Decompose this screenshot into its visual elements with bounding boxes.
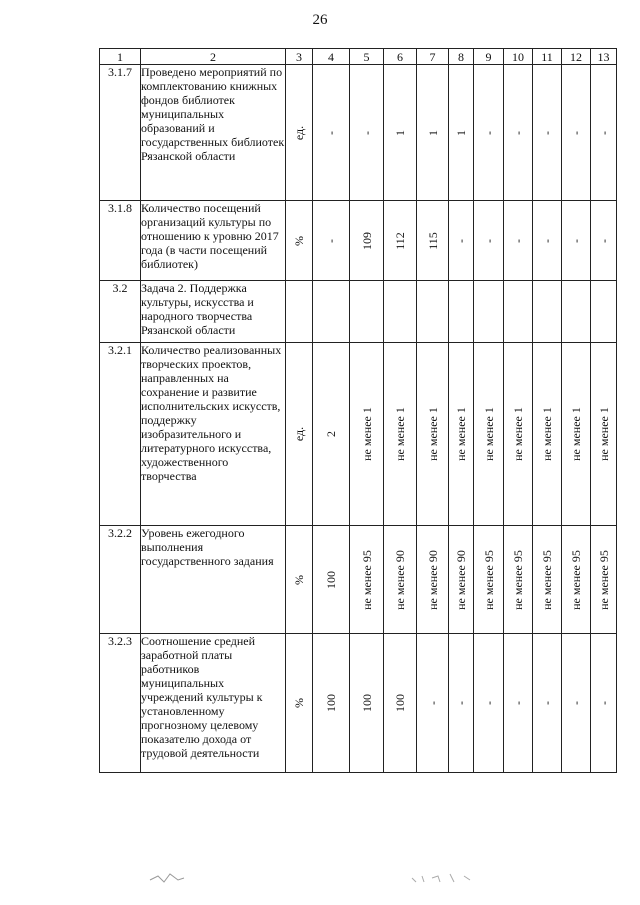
row-code: 3.2: [100, 281, 141, 343]
column-number: 4: [313, 49, 350, 65]
row-code: 3.2.3: [100, 634, 141, 773]
value-cell: не менее 90: [384, 526, 417, 634]
value-cell: не менее 90: [417, 526, 449, 634]
value-cell: 100: [313, 634, 350, 773]
scan-smudge-right: [410, 868, 480, 888]
value-cell: не менее 90: [449, 526, 474, 634]
value-cell: -: [449, 634, 474, 773]
row-description: Соотношение средней заработной платы работников муниципальных учреждений культуры к установленному прогнозному целевому показателю дохода от трудовой деятельности: [141, 634, 286, 773]
value-cell: [449, 281, 474, 343]
value-cell: [384, 281, 417, 343]
row-description: Уровень ежегодного выполнения государственного задания: [141, 526, 286, 634]
column-number: 1: [100, 49, 141, 65]
value-cell: не менее 95: [562, 526, 591, 634]
column-number: 6: [384, 49, 417, 65]
value-cell: не менее 1: [350, 343, 384, 526]
column-number: 13: [591, 49, 617, 65]
value-cell: -: [449, 201, 474, 281]
value-cell: не менее 1: [533, 343, 562, 526]
value-cell: 2: [313, 343, 350, 526]
value-cell: 1: [417, 65, 449, 201]
column-number: 7: [417, 49, 449, 65]
row-description: Количество посещений организаций культуры по отношению к уровню 2017 года (в части посещений библиотек): [141, 201, 286, 281]
unit-cell: [286, 281, 313, 343]
table-row: [100, 65, 617, 201]
value-cell: [591, 281, 617, 343]
unit-cell: ед.: [286, 65, 313, 201]
value-cell: -: [562, 634, 591, 773]
unit-cell: %: [286, 526, 313, 634]
value-cell: -: [313, 201, 350, 281]
value-cell: -: [417, 634, 449, 773]
value-cell: не менее 1: [562, 343, 591, 526]
value-cell: -: [562, 201, 591, 281]
value-cell: не менее 95: [533, 526, 562, 634]
value-cell: не менее 95: [350, 526, 384, 634]
column-number: 8: [449, 49, 474, 65]
value-cell: не менее 1: [449, 343, 474, 526]
value-cell: [313, 281, 350, 343]
value-cell: -: [533, 634, 562, 773]
value-cell: не менее 1: [474, 343, 504, 526]
value-cell: не менее 1: [591, 343, 617, 526]
unit-cell: %: [286, 201, 313, 281]
indicators-table: [99, 48, 617, 773]
value-cell: -: [350, 65, 384, 201]
value-cell: не менее 95: [504, 526, 533, 634]
table-row: [100, 634, 617, 773]
value-cell: [533, 281, 562, 343]
value-cell: не менее 1: [384, 343, 417, 526]
row-code: 3.2.2: [100, 526, 141, 634]
column-number: 2: [141, 49, 286, 65]
table-row: [100, 201, 617, 281]
value-cell: [474, 281, 504, 343]
column-number-row: [100, 49, 617, 65]
value-cell: 115: [417, 201, 449, 281]
value-cell: 100: [350, 634, 384, 773]
value-cell: -: [504, 201, 533, 281]
table-row: [100, 281, 617, 343]
column-number: 10: [504, 49, 533, 65]
value-cell: -: [591, 201, 617, 281]
row-description: Проведено мероприятий по комплектованию книжных фондов библиотек муниципальных образований и государственных библиотек Рязанской области: [141, 65, 286, 201]
value-cell: -: [591, 634, 617, 773]
row-code: 3.2.1: [100, 343, 141, 526]
value-cell: -: [313, 65, 350, 201]
row-code: 3.1.8: [100, 201, 141, 281]
column-number: 12: [562, 49, 591, 65]
value-cell: -: [504, 65, 533, 201]
row-description: Задача 2. Поддержка культуры, искусства и народного творчества Рязанской области: [141, 281, 286, 343]
value-cell: не менее 95: [474, 526, 504, 634]
value-cell: -: [533, 201, 562, 281]
unit-cell: ед.: [286, 343, 313, 526]
value-cell: 100: [384, 634, 417, 773]
value-cell: [504, 281, 533, 343]
value-cell: 1: [449, 65, 474, 201]
value-cell: [350, 281, 384, 343]
value-cell: -: [504, 634, 533, 773]
value-cell: [562, 281, 591, 343]
column-number: 5: [350, 49, 384, 65]
value-cell: не менее 1: [504, 343, 533, 526]
value-cell: не менее 1: [417, 343, 449, 526]
value-cell: не менее 95: [591, 526, 617, 634]
row-description: Количество реализованных творческих проектов, направленных на сохранение и развитие исполнительских искусств, поддержку изобразительного и литературного искусства, художественного творчества: [141, 343, 286, 526]
column-number: 11: [533, 49, 562, 65]
value-cell: 112: [384, 201, 417, 281]
value-cell: -: [474, 65, 504, 201]
value-cell: -: [533, 65, 562, 201]
value-cell: 100: [313, 526, 350, 634]
table-row: [100, 343, 617, 526]
value-cell: 109: [350, 201, 384, 281]
table-row: [100, 526, 617, 634]
scan-smudge-left: [148, 868, 188, 888]
unit-cell: %: [286, 634, 313, 773]
value-cell: [417, 281, 449, 343]
value-cell: -: [474, 201, 504, 281]
value-cell: -: [562, 65, 591, 201]
column-number: 3: [286, 49, 313, 65]
column-number: 9: [474, 49, 504, 65]
row-code: 3.1.7: [100, 65, 141, 201]
value-cell: -: [591, 65, 617, 201]
value-cell: -: [474, 634, 504, 773]
value-cell: 1: [384, 65, 417, 201]
page-number: 26: [312, 12, 328, 28]
